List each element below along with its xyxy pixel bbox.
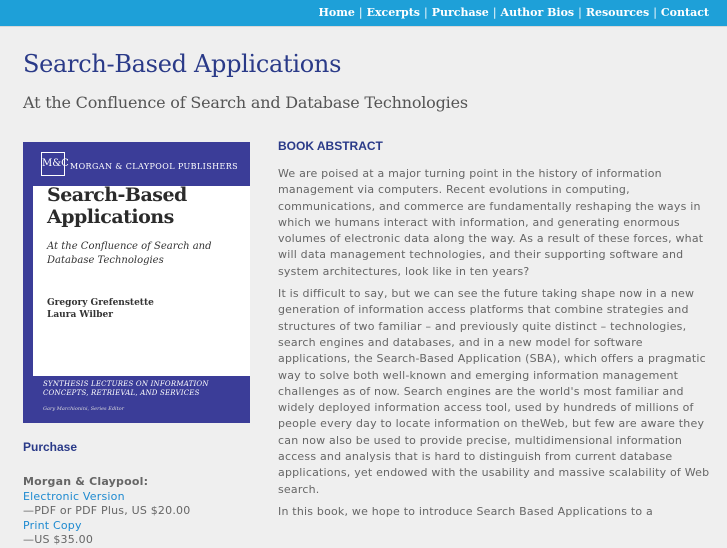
print-price: —US $35.00 [23,533,94,546]
nav-separator: | [492,6,497,19]
header-divider [0,26,727,27]
cover-author: Laura Wilber [47,310,113,320]
nav-author-bios[interactable]: Author Bios [500,6,575,19]
purchase-publisher: Morgan & Claypool: [23,475,149,488]
purchase-heading: Purchase [23,440,78,454]
nav-home[interactable]: Home [318,6,355,19]
nav-excerpts[interactable]: Excerpts [366,6,420,19]
book-cover-image [23,142,250,423]
publisher-logo: M&C [41,152,65,176]
page-subtitle: At the Confluence of Search and Database Technologies [23,93,468,112]
nav-separator: | [358,6,363,19]
cover-title: Search-Based Applications [47,184,187,228]
abstract-heading: BOOK ABSTRACT [278,139,383,153]
nav-purchase[interactable]: Purchase [431,6,489,19]
abstract-paragraph: We are poised at a major turning point in the history of information management via computers. Recent evolutions in computing, communications, and commerce are fundamentally reshaping the ways in which we humans interact with information, and generating enormous volumes of electronic data along the way. As a result of these forces, what will data management technologies, and their supporting software and system architectures, look like in ten years? [278,167,704,278]
purchase-info [23,475,263,548]
abstract-paragraph: It is difficult to say, but we can see the future taking shape now in a new generation of information access platforms that combine strategies and structures of two familiar – and previously quite distinct – technologies, search engines and databases, and in a new model for software applications, the Search-Based Application (SBA), which offers a pragmatic way to solve both well-known and emerging information management challenges as of now. Search engines are the world's most familiar and widely deployed information access tool, used by hundreds of millions of people every day to locate information on theWeb, but few are aware they can now also be used to provide precise, multidimensional information access and analysis that is hard to distinguish from current database applications, yet endowed with the usability and massive scalability of Web search. [278,287,710,496]
nav-separator: | [653,6,657,19]
main-nav [319,6,710,19]
print-copy-link[interactable]: Print Copy [23,518,82,532]
cover-series: SYNTHESIS LECTURES ON INFORMATION CONCEPTS, RETRIEVAL, AND SERVICES [43,380,209,397]
cover-editors: Gary Marchionini, Series Editor [43,406,125,412]
nav-separator: | [424,6,428,19]
nav-contact[interactable]: Contact [660,6,709,19]
cover-subtitle: At the Confluence of Search and Database Technologies [47,241,212,266]
nav-separator: | [578,6,582,19]
top-nav-bar [0,0,727,26]
abstract-body [278,166,710,526]
electronic-price: —PDF or PDF Plus, US $20.00 [23,504,191,517]
cover-author: Gregory Grefenstette [47,298,154,308]
cover-authors [47,297,242,321]
page-title: Search-Based Applications [23,50,342,78]
nav-resources[interactable]: Resources [585,6,650,19]
cover-publisher: MORGAN & CLAYPOOL PUBLISHERS [70,162,239,171]
electronic-version-link[interactable]: Electronic Version [23,489,125,503]
abstract-paragraph: In this book, we hope to introduce Search Based Applications to a [278,504,653,518]
